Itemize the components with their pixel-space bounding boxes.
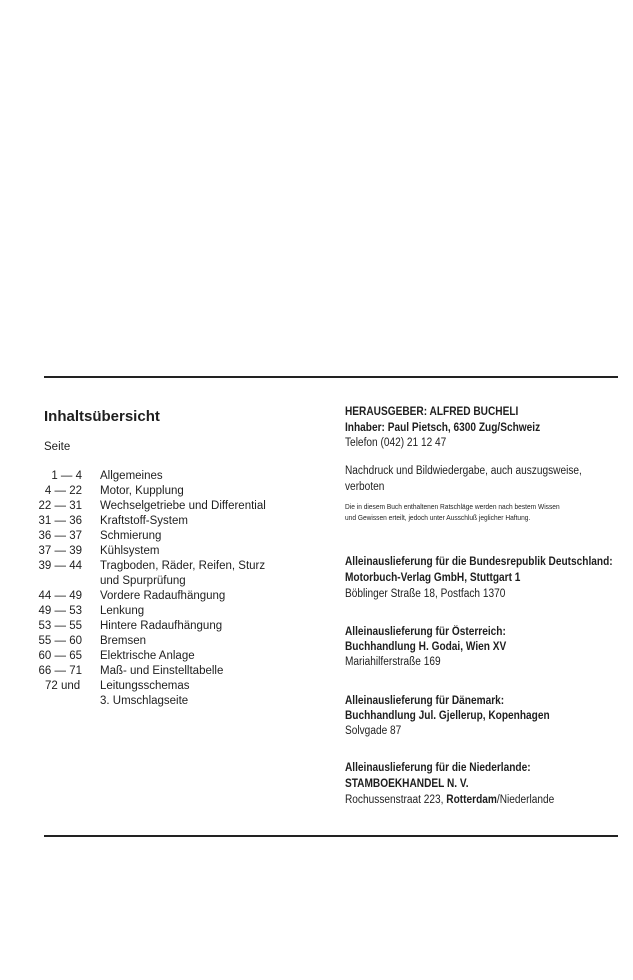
- toc-page-range: 31 — 36: [38, 515, 82, 527]
- toc-entry-label-continued: und Spurprüfung: [100, 575, 186, 587]
- disclaimer-line1: Die in diesem Buch enthaltenen Ratschläge werden nach bestem Wissen: [345, 502, 560, 511]
- toc-page-range: 36 — 37: [38, 530, 82, 542]
- toc-page-range: 22 — 31: [38, 500, 82, 512]
- distributor-heading: Alleinauslieferung für Dänemark:: [345, 695, 505, 707]
- distributor-address: [345, 793, 554, 807]
- distributor-heading: Alleinauslieferung für die Niederlande:: [345, 762, 531, 774]
- distributor-heading: Alleinauslieferung für Österreich:: [345, 626, 506, 638]
- distributor-heading: Alleinauslieferung für die Bundesrepublik Deutschland:: [345, 556, 613, 568]
- toc-page-range: 4 — 22: [44, 485, 82, 497]
- address-street: Rochussenstraat 223,: [345, 794, 447, 806]
- toc-entry-label: Elektrische Anlage: [100, 650, 195, 662]
- toc-page-range: 66 — 71: [38, 665, 82, 677]
- toc-page-range: 44 — 49: [38, 590, 82, 602]
- reprint-notice-line2: verboten: [345, 481, 385, 493]
- toc-page-range: 72 und: [45, 680, 81, 692]
- distributor-name: Buchhandlung Jul. Gjellerup, Kopenhagen: [345, 710, 550, 722]
- toc-page-header: Seite: [44, 441, 71, 453]
- toc-entry-label: Schmierung: [100, 530, 162, 542]
- distributor-name: Motorbuch-Verlag GmbH, Stuttgart 1: [345, 572, 521, 584]
- toc-page-range: 39 — 44: [38, 560, 82, 572]
- toc-entry-label: Tragboden, Räder, Reifen, Sturz: [100, 560, 266, 572]
- toc-entry-label: Vordere Radaufhängung: [100, 590, 226, 602]
- phone: Telefon (042) 21 12 47: [345, 437, 447, 449]
- toc-entry-label: Hintere Radaufhängung: [100, 620, 223, 632]
- toc-page-range: 55 — 60: [38, 635, 82, 647]
- toc-entry-label: Bremsen: [100, 635, 147, 647]
- toc-page-range: 60 — 65: [38, 650, 82, 662]
- toc-entry-label: Wechselgetriebe und Differential: [100, 500, 266, 512]
- toc-entry-label: Kraftstoff-System: [100, 515, 188, 527]
- distributor-name: STAMBOEKHANDEL N. V.: [345, 778, 469, 790]
- toc-entry-label: Kühlsystem: [100, 545, 160, 557]
- address-city: Rotterdam: [446, 794, 497, 806]
- editor: HERAUSGEBER: ALFRED BUCHELI: [345, 406, 519, 418]
- toc-page-range: 37 — 39: [38, 545, 82, 557]
- toc-page-range: 53 — 55: [38, 620, 82, 632]
- distributor-address: Solvgade 87: [345, 725, 402, 737]
- toc-title: Inhaltsübersicht: [44, 408, 160, 425]
- toc-page-range: 1 — 4: [51, 470, 82, 482]
- toc-entry-label-continued: 3. Umschlagseite: [100, 695, 189, 707]
- bottom-rule: [44, 835, 618, 837]
- distributor-name: Buchhandlung H. Godai, Wien XV: [345, 641, 507, 653]
- toc-entry-label: Leitungsschemas: [100, 680, 190, 692]
- toc-entry-label: Allgemeines: [100, 470, 163, 482]
- distributor-address: Mariahilferstraße 169: [345, 656, 441, 668]
- address-country: /Niederlande: [496, 794, 555, 806]
- toc-entry-label: Motor, Kupplung: [100, 485, 184, 497]
- toc-page-range: 49 — 53: [38, 605, 82, 617]
- top-rule: [44, 376, 618, 378]
- distributor-address: Böblinger Straße 18, Postfach 1370: [345, 588, 506, 600]
- toc-entry-label: Lenkung: [100, 605, 145, 617]
- reprint-notice-line1: Nachdruck und Bildwiedergabe, auch auszugsweise,: [345, 465, 582, 477]
- toc-entry-label: Maß- und Einstelltabelle: [100, 665, 224, 677]
- disclaimer-line2: und Gewissen erteilt, jedoch unter Ausschluß jeglicher Haftung.: [345, 513, 531, 522]
- owner: Inhaber: Paul Pietsch, 6300 Zug/Schweiz: [345, 422, 541, 434]
